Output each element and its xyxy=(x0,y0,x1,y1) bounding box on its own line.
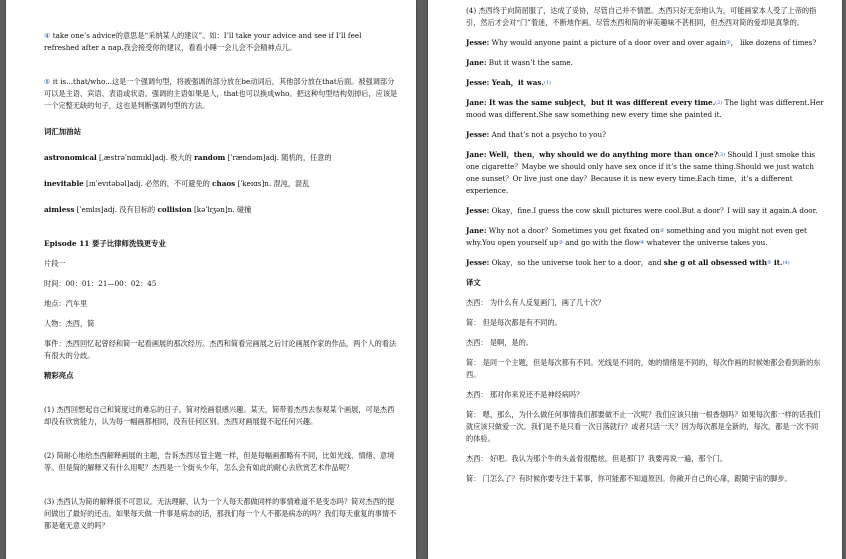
translation-line-6: 简： 嗯，那么，为什么做任何事情我们都要做不止一次呢？我们应该只抽一根香烟吗？如果每次都一样的话我们就应该只做爱一次。我们是不是只看一次日落就行？或者只活一天？因为每次都是全新的，每次，都是一次不同的体验。 xyxy=(466,410,821,443)
left-page xyxy=(6,0,416,559)
footnote-marker: ③ xyxy=(558,240,563,246)
note-5-marker: ⑤ xyxy=(44,77,51,86)
footnote-marker: ② xyxy=(659,228,665,234)
dialogue-text: she g ot all obsessed with xyxy=(663,258,768,267)
dialogue-line-5 xyxy=(466,129,824,141)
speaker: Jesse: xyxy=(466,78,490,87)
translation-heading: 译文 xyxy=(466,278,481,287)
time-line xyxy=(44,278,398,290)
translation-line-4: 简： 是同一个主题，但是每次都有不同。光线是不同的，她的情绪是不同的，每次作画的时候她都会看到新的东西。 xyxy=(466,358,821,379)
dialogue-text: Should I just smoke this one cigarette？Maybe we should only have sex once if it’s the same thing.Should we just watch one sunset？Or live just one day？Because it is new every time.Each time，it’s a different experience. xyxy=(466,150,816,195)
dialogue-line-2 xyxy=(466,57,824,69)
translation-line-1: 杰西： 为什么有人反复画门，画了几十次？ xyxy=(466,298,605,307)
dialogue-text: it. xyxy=(771,258,783,267)
dialogue-text: and go with the flow xyxy=(562,238,640,247)
speaker: Jesse: xyxy=(466,258,490,267)
dialogue-text: Yeah，it was. xyxy=(489,78,544,87)
segment-label: 片段一 xyxy=(44,259,66,268)
speaker: Jesse: xyxy=(466,38,490,47)
vocab-word: astronomical xyxy=(44,153,97,162)
dialogue-text: It was the same subject，but it was different every time. xyxy=(486,98,716,107)
people-value: 杰西，简 xyxy=(65,319,95,328)
dialogue-text: Why not a door？Sometimes you get fixated on xyxy=(486,226,660,235)
right-page xyxy=(428,0,842,559)
footnote-marker: (4) xyxy=(782,260,790,266)
people-label: 人物： xyxy=(44,319,66,328)
vocab-word: inevitable xyxy=(44,179,84,188)
dialogue-line-6 xyxy=(466,149,824,197)
vocab-line-1 xyxy=(44,152,398,164)
vocab-def: [ɪnˈevɪtəbəl]adj. 必然的，不可避免的 xyxy=(83,179,213,188)
footnote-marker: (1) xyxy=(543,80,551,86)
vocab-def: [kəˈlɪʒən]n. 碰撞 xyxy=(191,205,252,214)
dialogue-line-3 xyxy=(466,77,824,89)
dialogue-text: something and you might not even get why.You open yourself up xyxy=(466,226,807,247)
time-value: 00：01：21—00：02：45 xyxy=(65,279,157,288)
highlights-heading: 精彩亮点 xyxy=(44,371,74,380)
translation-line-8: 简： 门怎么了？有时候你要专注于某事，你可能都不知道原因。你敞开自己的心扉，跟随宇宙的脚步。 xyxy=(466,474,792,483)
dialogue-text: whatever the universe takes you. xyxy=(644,238,768,247)
translation-line-5: 杰西： 那对你来说还不是神经病吗？ xyxy=(466,390,584,399)
translation-line-2: 简： 但是每次都是有不同的。 xyxy=(466,318,562,327)
event-line xyxy=(44,338,398,362)
dialogue-text: ， like dozens of times? xyxy=(730,38,817,47)
footnote-marker: (2) xyxy=(715,100,723,106)
vocab-def: [ˈkeɪɑs]n. 混沌，混乱 xyxy=(235,179,310,188)
footnote-marker: (3) xyxy=(717,152,726,158)
vocab-def: [ˈemlɪs]adj. 没有目标的 xyxy=(74,205,158,214)
event-value: 杰西回忆起曾经和简一起看画展的那次经历。杰西和简看完画展之后讨论画展作家的作品，两个人的看法有很大的分歧。 xyxy=(44,339,397,360)
dialogue-text: Okay，so the universe took her to a door，and xyxy=(489,258,664,267)
vocab-line-2 xyxy=(44,178,398,190)
vocab-word: aimless xyxy=(44,205,75,214)
speaker: Jesse: xyxy=(466,130,490,139)
speaker: Jesse: xyxy=(466,206,490,215)
vocab-word: collision xyxy=(157,205,192,214)
dialogue-text: Well，then，why should we do anything more than once? xyxy=(486,150,718,159)
vocab-line-3 xyxy=(44,204,398,216)
place-line xyxy=(44,298,398,310)
footnote-marker: ④ xyxy=(639,240,645,246)
dialogue-text: The light was different.Her mood was different.She saw something new every time she painted it. xyxy=(466,98,824,119)
footnote-marker: ① xyxy=(726,40,731,46)
footnote-marker: ⑤ xyxy=(767,260,772,266)
vocab-def: [ˌæstrəˈnɑmɪkl]adj. 极大的 xyxy=(96,153,195,162)
people-line xyxy=(44,318,398,330)
dialogue-line-1 xyxy=(466,37,824,49)
speaker: Jane: xyxy=(466,58,487,67)
note-5-text: it is...that/who...这是一个强调句型，将被强调的部分放在be动词后，其他部分放在that后面。被强调部分可以是主语、宾语、表语或状语。强调的主语如果是人，that也可以换成who。把这种句型结构划掉后，应该是一个完整无缺的句子，这也是判断强调句型的方法。 xyxy=(44,77,398,110)
vocab-def: [ˈrændəm]adj. 随机的，任意的 xyxy=(225,153,332,162)
highlight-2: (2) 简耐心地给杰西解释画展的主题，告诉杰西尽管主题一样，但是每幅画都略有不同，比如光线、情绪、意境等。但是简的解释又有什么用呢？杰西是一个街头少年，怎么会有如此的耐心去欣赏艺术作品呢？ xyxy=(44,451,395,472)
note-4-text: take one’s advice的意思是“采纳某人的建议”。如：I’ll take your advice and see if I’ll feel refreshed after a nap.我会接受你的建议，看看小睡一会儿会不会精神点儿。 xyxy=(44,31,362,52)
dialogue-line-7 xyxy=(466,205,824,217)
highlight-1: (1) 杰西回想起自己和简度过的难忘的日子。简对绘画很感兴趣。某天，简带着杰西去参观某个画展，可是杰西却没有欣赏能力，认为每一幅画都相同，没有任何区别。杰西对画展提不起任何兴趣。 xyxy=(44,405,395,426)
translation-line-7: 杰西： 好吧。我认为那个牛的头盖骨很酷炫。但是那门？我要再说一遍，那个门。 xyxy=(466,454,728,463)
dialogue-text: But it wasn’t the same. xyxy=(486,58,573,67)
note-4-marker: ④ xyxy=(44,31,51,40)
time-label: 时间： xyxy=(44,279,66,288)
translation-line-3: 杰西： 是啊，是的。 xyxy=(466,338,533,347)
dialogue-line-4 xyxy=(466,97,824,121)
highlight-3: (3) 杰西认为简的解释很不可思议。无法理解，认为一个人每天都做同样的事情难道不是变态吗？简对杰西的提问做出了最好的还击，如果每天做一件事是病态的话，那我们每一个人不都是病态的吗？我们每天重复的事情不都是毫无意义的吗？ xyxy=(44,497,397,530)
vocab-heading: 词汇加油站 xyxy=(44,127,81,136)
dialogue-line-9 xyxy=(466,257,824,269)
event-label: 事件： xyxy=(44,339,66,348)
vocab-word: random xyxy=(194,153,226,162)
vocab-word: chaos xyxy=(212,179,236,188)
speaker: Jane: xyxy=(466,98,487,107)
note-intro: (4) 杰西终于向简屈服了，达成了妥协，尽管自己并不情愿。杰西只好无奈地认为，可能画家本人受了上帝的指引，然后才会对“门”着迷，不断地作画。尽管杰西和简的审美趣味不甚相同，但杰西对简的爱却是真挚的。 xyxy=(466,6,817,27)
place-label: 地点： xyxy=(44,299,66,308)
place-value: 汽车里 xyxy=(65,299,88,308)
dialogue-text: And that’s not a psycho to you? xyxy=(489,130,606,139)
speaker: Jane: xyxy=(466,150,487,159)
note-5 xyxy=(44,76,398,112)
speaker: Jane: xyxy=(466,226,487,235)
dialogue-text: Why would anyone paint a picture of a door over and over again xyxy=(489,38,727,47)
episode-title: Episode 11 要子比律师洗钱更专业 xyxy=(44,239,166,248)
note-4 xyxy=(44,30,398,54)
dialogue-text: Okay，fine.I guess the cow skull pictures were cool.But a door？I will say it again.A door. xyxy=(489,206,818,215)
dialogue-line-8 xyxy=(466,225,824,249)
